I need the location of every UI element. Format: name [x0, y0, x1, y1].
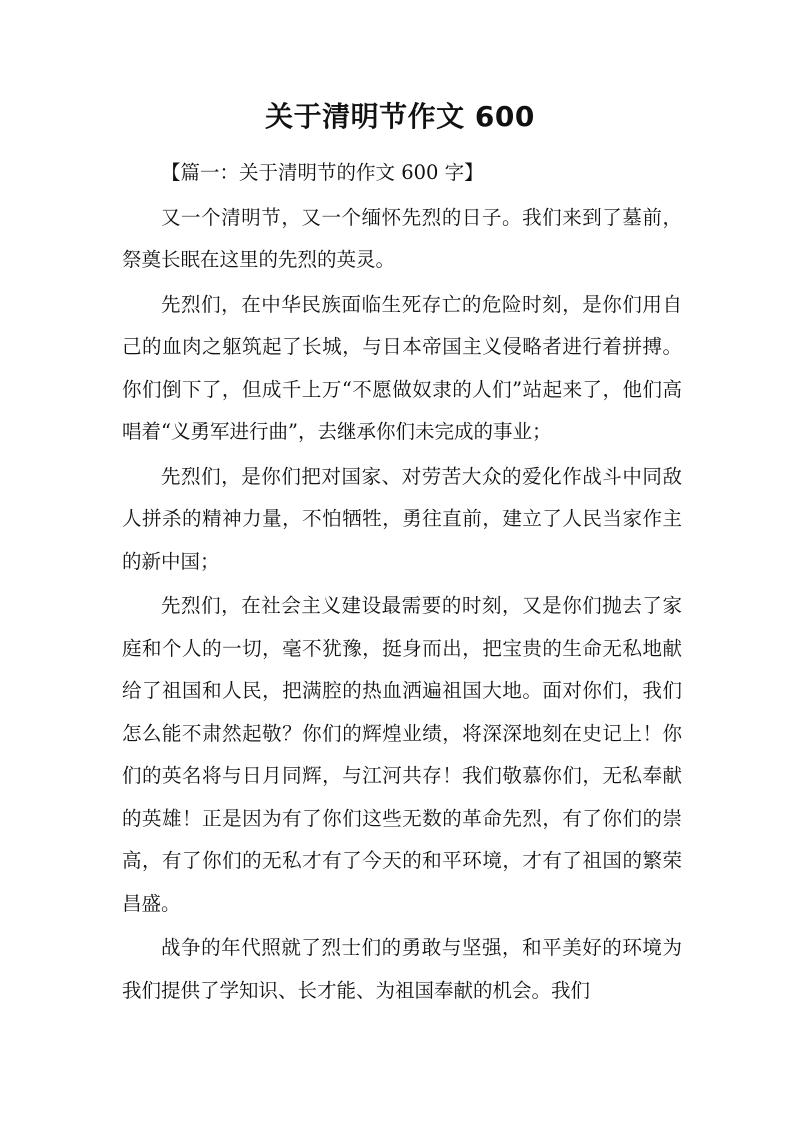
- paragraph-4: 先烈们，在社会主义建设最需要的时刻，又是你们抛去了家庭和个人的一切，毫不犹豫，挺身而出，把宝贵的生命无私地献给了祖国和人民，把满腔的热血洒遍祖国大地。面对你们，我们怎么能不肃然起敬？你们的辉煌业绩，将深深地刻在史记上！你们的英名将与日月同辉，与江河共存！我们敬慕你们，无私奉献的英雄！正是因为有了你们这些无数的革命先烈，有了你们的崇高，有了你们的无私才有了今天的和平环境，才有了祖国的繁荣昌盛。: [122, 594, 682, 915]
- document-body: [122, 152, 682, 1012]
- paragraph-3: 先烈们，是你们把对国家、对劳苦大众的爱化作战斗中同敌人拼杀的精神力量，不怕牺牲，勇往直前，建立了人民当家作主的新中国；: [122, 464, 682, 573]
- section-heading: 【篇一：关于清明节的作文 600 字】: [161, 161, 484, 184]
- paragraph-5: 战争的年代照就了烈士们的勇敢与坚强，和平美好的环境为我们提供了学知识、长才能、为祖国奉献的机会。我们: [122, 936, 682, 1002]
- paragraph-1: 又一个清明节，又一个缅怀先烈的日子。我们来到了墓前，祭奠长眠在这里的先烈的英灵。: [122, 205, 682, 271]
- document-title: 关于清明节作文 600: [265, 100, 535, 133]
- paragraph-2: 先烈们，在中华民族面临生死存亡的危险时刻，是你们用自己的血肉之躯筑起了长城，与日本帝国主义侵略者进行着拼搏。你们倒下了，但成千上万“不愿做奴隶的人们”站起来了，他们高唱着“义勇军进行曲”，去继承你们未完成的事业；: [122, 292, 682, 443]
